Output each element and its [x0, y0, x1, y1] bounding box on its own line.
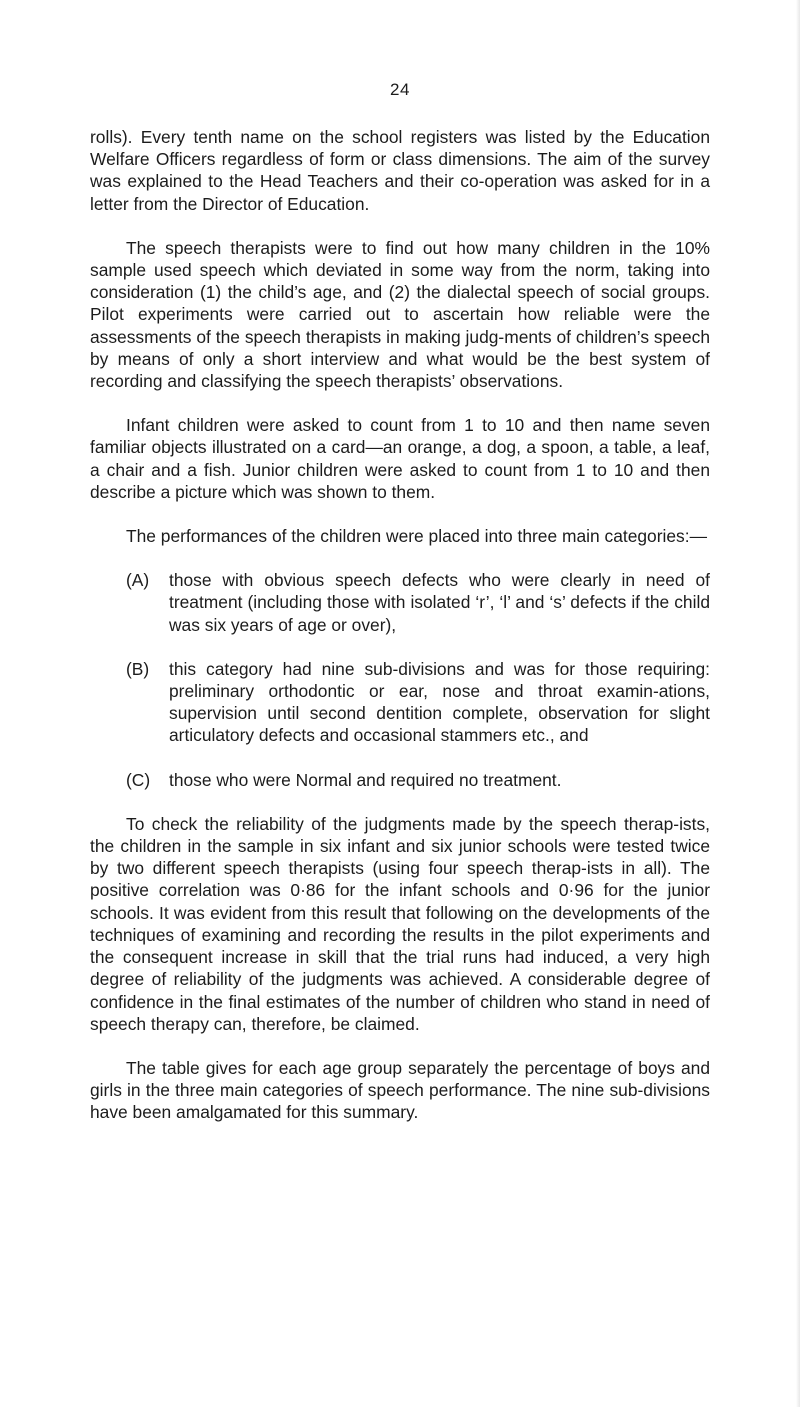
paragraph-table-summary: The table gives for each age group separately the percentage of boys and girls in the three main categories of speech performance. The nine sub-divisions have been amalgamated for this summary.	[90, 1057, 710, 1123]
paragraph-test-procedure: Infant children were asked to count from 1 to 10 and then name seven familiar objects illustrated on a card—an orange, a dog, a spoon, a table, a leaf, a chair and a fish. Junior children were asked to count from 1 to 10 and then describe a picture which was shown to them.	[90, 415, 710, 502]
paragraph-continuation: rolls). Every tenth name on the school registers was listed by the Education Welfare Officers regardless of form or class dimensions. The aim of the survey was explained to the Head Teachers and their co-operation was asked for in a letter from the Director of Education.	[90, 127, 710, 214]
scan-edge-shadow	[796, 0, 800, 1407]
body-text	[90, 126, 710, 1146]
categories-list	[90, 569, 710, 791]
paragraph-reliability-check: To check the reliability of the judgments made by the speech therap-ists, the children in the sample in six infant and six junior schools were tested twice by two different speech therapists (using four speech therap-ists in all). The positive correlation was 0·86 for the infant schools and 0·96 for the junior schools. It was evident from this result that following on the developments of the techniques of examining and recording the results in the pilot experiments and the consequent increase in skill that the trial runs had induced, a very high degree of reliability of the judgments was achieved. A considerable degree of confidence in the final estimates of the number of children who stand in need of speech therapy can, therefore, be claimed.	[90, 813, 710, 1034]
category-text: those with obvious speech defects who were clearly in need of treatment (including those with isolated ‘r’, ‘l’ and ‘s’ defects if the child was six years of age or over),	[169, 570, 710, 635]
category-label: (C)	[126, 769, 151, 790]
paragraph-speech-therapists: The speech therapists were to find out how many children in the 10% sample used speech which deviated in some way from the norm, taking into consideration (1) the child’s age, and (2) the dialectal speech of social groups. Pilot experiments were carried out to ascertain how reliable were the assessments of the speech therapists in making judg-ments of children’s speech by means of only a short interview and what would be the best system of recording and classifying the speech therapists’ observations.	[90, 237, 710, 392]
category-text: those who were Normal and required no treatment.	[169, 769, 562, 790]
category-item-a	[90, 569, 710, 636]
category-item-c	[90, 769, 710, 791]
category-label: (B)	[126, 658, 150, 679]
paragraph-categories-intro: The performances of the children were placed into three main categories:—	[126, 526, 707, 547]
category-item-b	[90, 658, 710, 747]
page-number: 24	[390, 80, 410, 99]
category-label: (A)	[126, 570, 150, 591]
category-text: this category had nine sub-divisions and was for those requiring: preliminary orthodontic or ear, nose and throat examin-ations, supervision until second dentition complete, observation for slight articulatory defects and occasional stammers etc., and	[169, 658, 710, 746]
